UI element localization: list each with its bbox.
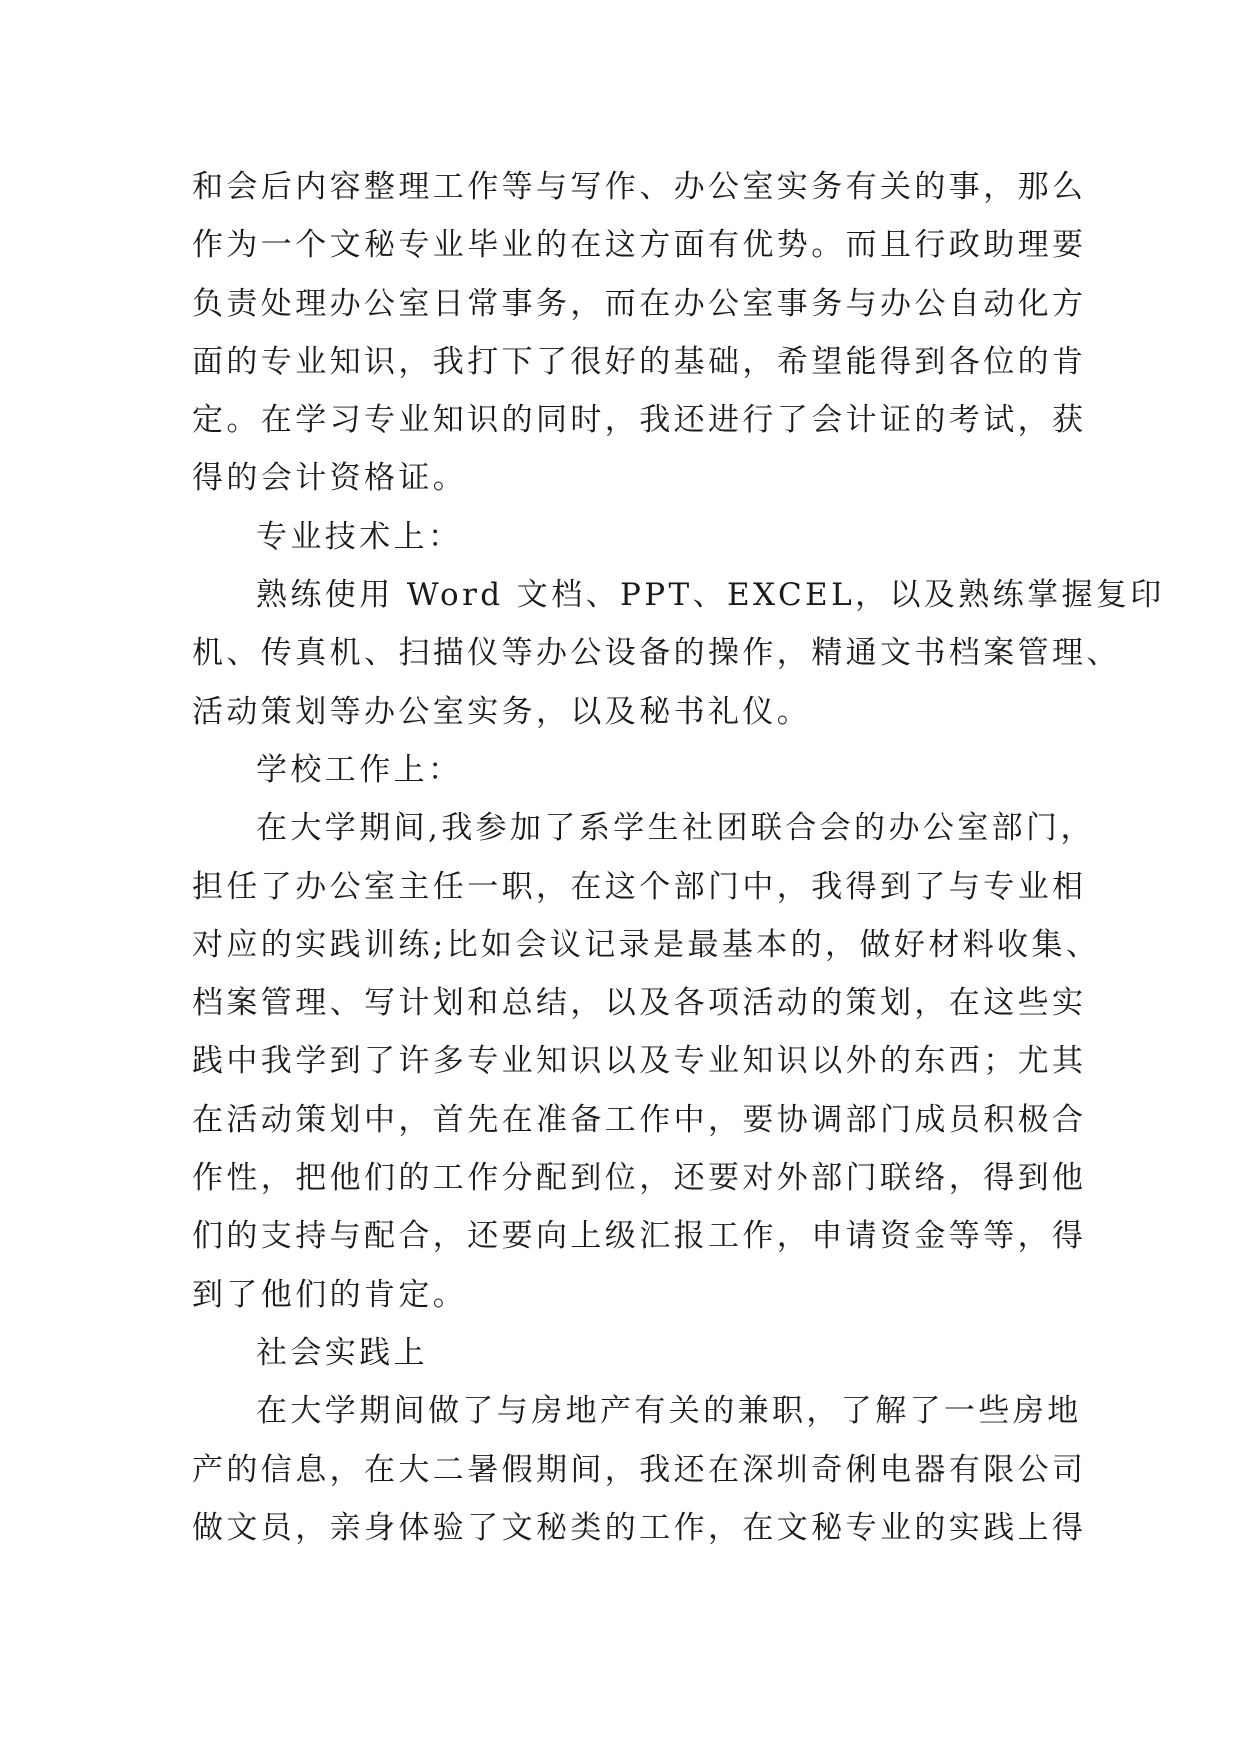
text-line: 熟练使用 Word 文档、PPT、EXCEL，以及熟练掌握复印 bbox=[256, 577, 1165, 614]
text-line: 机、传真机、扫描仪等办公设备的操作，精通文书档案管理、 bbox=[192, 635, 1121, 672]
text-line: 定。在学习专业知识的同时，我还进行了会计证的考试，获 bbox=[192, 402, 1087, 439]
section-heading-professional-skills: 专业技术上： bbox=[256, 518, 463, 555]
text-line: 档案管理、写计划和总结，以及各项活动的策划，在这些实 bbox=[192, 985, 1087, 1022]
text-line: 在大学期间做了与房地产有关的兼职，了解了一些房地 bbox=[256, 1393, 1082, 1430]
section-heading-social-practice: 社会实践上 bbox=[256, 1334, 428, 1371]
text-line: 作性，把他们的工作分配到位，还要对外部门联络，得到他 bbox=[192, 1160, 1087, 1197]
text-line: 在大学期间,我参加了系学生社团联合会的办公室部门， bbox=[256, 810, 1095, 847]
text-line: 践中我学到了许多专业知识以及专业知识以外的东西；尤其 bbox=[192, 1043, 1087, 1080]
text-line: 作为一个文秘专业毕业的在这方面有优势。而且行政助理要 bbox=[192, 227, 1087, 264]
text-line: 在活动策划中，首先在准备工作中，要协调部门成员积极合 bbox=[192, 1101, 1087, 1138]
text-line: 产的信息，在大二暑假期间，我还在深圳奇俐电器有限公司 bbox=[192, 1451, 1087, 1488]
text-line: 到了他们的肯定。 bbox=[192, 1276, 468, 1313]
text-line: 负责处理办公室日常事务，而在办公室事务与办公自动化方 bbox=[192, 285, 1087, 322]
text-line: 们的支持与配合，还要向上级汇报工作，申请资金等等，得 bbox=[192, 1218, 1087, 1255]
document-body bbox=[192, 158, 1165, 1557]
text-line: 对应的实践训练;比如会议记录是最基本的，做好材料收集、 bbox=[192, 926, 1101, 963]
text-line: 做文员，亲身体验了文秘类的工作，在文秘专业的实践上得 bbox=[192, 1509, 1087, 1546]
text-line: 面的专业知识，我打下了很好的基础，希望能得到各位的肯 bbox=[192, 343, 1087, 380]
text-line: 得的会计资格证。 bbox=[192, 460, 468, 497]
text-line: 担任了办公室主任一职，在这个部门中，我得到了与专业相 bbox=[192, 868, 1087, 905]
text-line: 和会后内容整理工作等与写作、办公室实务有关的事，那么 bbox=[192, 169, 1087, 205]
section-heading-school-work: 学校工作上： bbox=[256, 751, 463, 788]
text-line: 活动策划等办公室实务，以及秘书礼仪。 bbox=[192, 693, 812, 730]
